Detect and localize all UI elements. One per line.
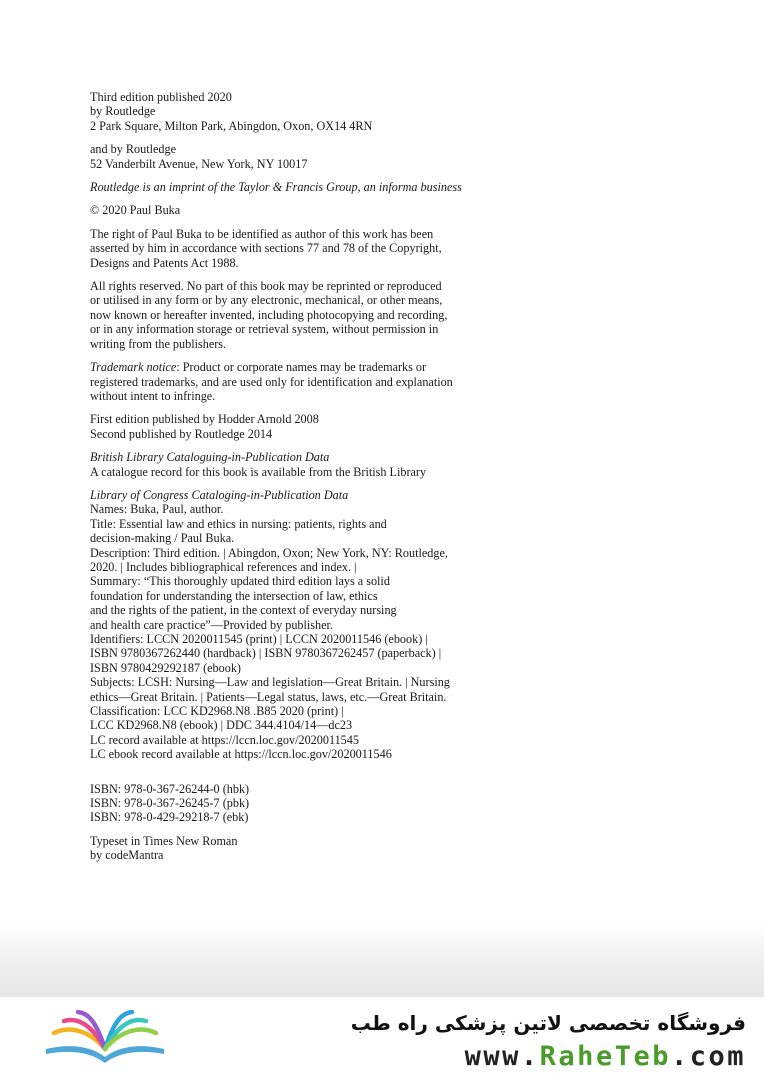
- trademark-text: : Product or corporate names may be trademarks or: [176, 360, 427, 375]
- open-book-icon: [42, 1009, 168, 1067]
- text-line: or in any information storage or retrieval system, without permission in: [90, 322, 439, 337]
- text-line: or utilised in any form or by any electronic, mechanical, or other means,: [90, 293, 443, 308]
- text-line: ISBN 9780429292187 (ebook): [90, 660, 241, 675]
- editions-block: [90, 412, 530, 441]
- publication-block: [90, 90, 530, 133]
- text-line: Classification: LCC KD2968.N8 .B85 2020 (print) |: [90, 704, 344, 719]
- text-line: foundation for understanding the intersection of law, ethics: [90, 588, 378, 603]
- text-line: Names: Buka, Paul, author.: [90, 502, 224, 517]
- text-line: Description: Third edition. | Abingdon, Oxon; New York, NY: Routledge,: [90, 545, 448, 560]
- text-line: and by Routledge: [90, 142, 176, 157]
- isbn-block: [90, 782, 530, 825]
- text-line: and the rights of the patient, in the context of everyday nursing: [90, 603, 397, 618]
- text-line: LC record available at https://lccn.loc.gov/2020011545: [90, 732, 359, 747]
- website-address: [465, 1041, 746, 1072]
- text-line: First edition published by Hodder Arnold 2008: [90, 412, 319, 427]
- website-brand: RaheTeb: [539, 1041, 671, 1072]
- imprint-note: [90, 180, 530, 194]
- text-line: Summary: “This thoroughly updated third edition lays a solid: [90, 574, 390, 589]
- text-line: 2 Park Square, Milton Park, Abingdon, Oxon, OX14 4RN: [90, 118, 373, 133]
- text-line: Identifiers: LCCN 2020011545 (print) | LCCN 2020011546 (ebook) |: [90, 632, 428, 646]
- watermark-footer: [0, 997, 764, 1080]
- text-line: [90, 360, 530, 374]
- text-line: All rights reserved. No part of this book may be reprinted or reproduced: [90, 279, 442, 294]
- text-line: ISBN: 978-0-429-29218-7 (ebk): [90, 810, 249, 825]
- website-suffix: .com: [670, 1041, 746, 1072]
- footer-shadow: [0, 925, 764, 997]
- text-line: ISBN 9780367262440 (hardback) | ISBN 9780367262457 (paperback) |: [90, 646, 442, 661]
- text-line: asserted by him in accordance with sections 77 and 78 of the Copyright,: [90, 241, 442, 256]
- text-line: decision-making / Paul Buka.: [90, 531, 235, 546]
- website-prefix: www.: [464, 1041, 540, 1072]
- text-line: Routledge is an imprint of the Taylor & Francis Group, an informa business: [90, 180, 462, 195]
- text-line: Subjects: LCSH: Nursing—Law and legislation—Great Britain. | Nursing: [90, 675, 450, 690]
- all-rights-block: [90, 279, 530, 351]
- text-line: The right of Paul Buka to be identified as author of this work has been: [90, 226, 434, 241]
- text-line: Typeset in Times New Roman: [90, 833, 238, 848]
- text-line: by Routledge: [90, 104, 156, 119]
- text-line: registered trademarks, and are used only for identification and explanation: [90, 374, 453, 389]
- british-library-block: [90, 450, 530, 479]
- section-heading: Library of Congress Cataloging-in-Publication Data: [90, 487, 349, 502]
- text-line: 2020. | Includes bibliographical references and index. |: [90, 559, 357, 574]
- text-line: A catalogue record for this book is available from the British Library: [90, 464, 427, 479]
- text-line: without intent to infringe.: [90, 388, 216, 403]
- copyright-notice: [90, 203, 530, 217]
- text-line: 52 Vanderbilt Avenue, New York, NY 10017: [90, 156, 308, 171]
- text-line: ethics—Great Britain. | Patients—Legal status, laws, etc.—Great Britain.: [90, 689, 447, 704]
- trademark-notice: [90, 360, 530, 403]
- us-address-block: [90, 142, 530, 171]
- text-line: LCC KD2968.N8 (ebook) | DDC 344.4104/14—dc23: [90, 718, 353, 733]
- text-line: Third edition published 2020: [90, 90, 232, 104]
- trademark-label: Trademark notice: [90, 360, 177, 375]
- text-line: © 2020 Paul Buka: [90, 203, 181, 218]
- text-line: ISBN: 978-0-367-26245-7 (pbk): [90, 796, 250, 811]
- shop-name: فروشگاه تخصصی لاتین پزشکی راه طب: [350, 1011, 746, 1035]
- library-of-congress-block: [90, 488, 530, 762]
- section-heading: British Library Cataloguing-in-Publication Data: [90, 450, 330, 465]
- text-line: by codeMantra: [90, 848, 164, 863]
- text-line: Title: Essential law and ethics in nursing: patients, rights and: [90, 516, 387, 531]
- copyright-page-text: [90, 90, 530, 872]
- text-line: ISBN: 978-0-367-26244-0 (hbk): [90, 781, 250, 796]
- typeset-block: [90, 834, 530, 863]
- text-line: Second published by Routledge 2014: [90, 426, 273, 441]
- text-line: now known or hereafter invented, including photocopying and recording,: [90, 307, 448, 322]
- text-line: and health care practice”—Provided by publisher.: [90, 617, 333, 632]
- text-line: LC ebook record available at https://lccn.loc.gov/2020011546: [90, 747, 392, 762]
- author-rights-block: [90, 227, 530, 270]
- text-line: Designs and Patents Act 1988.: [90, 255, 239, 270]
- text-line: writing from the publishers.: [90, 336, 227, 351]
